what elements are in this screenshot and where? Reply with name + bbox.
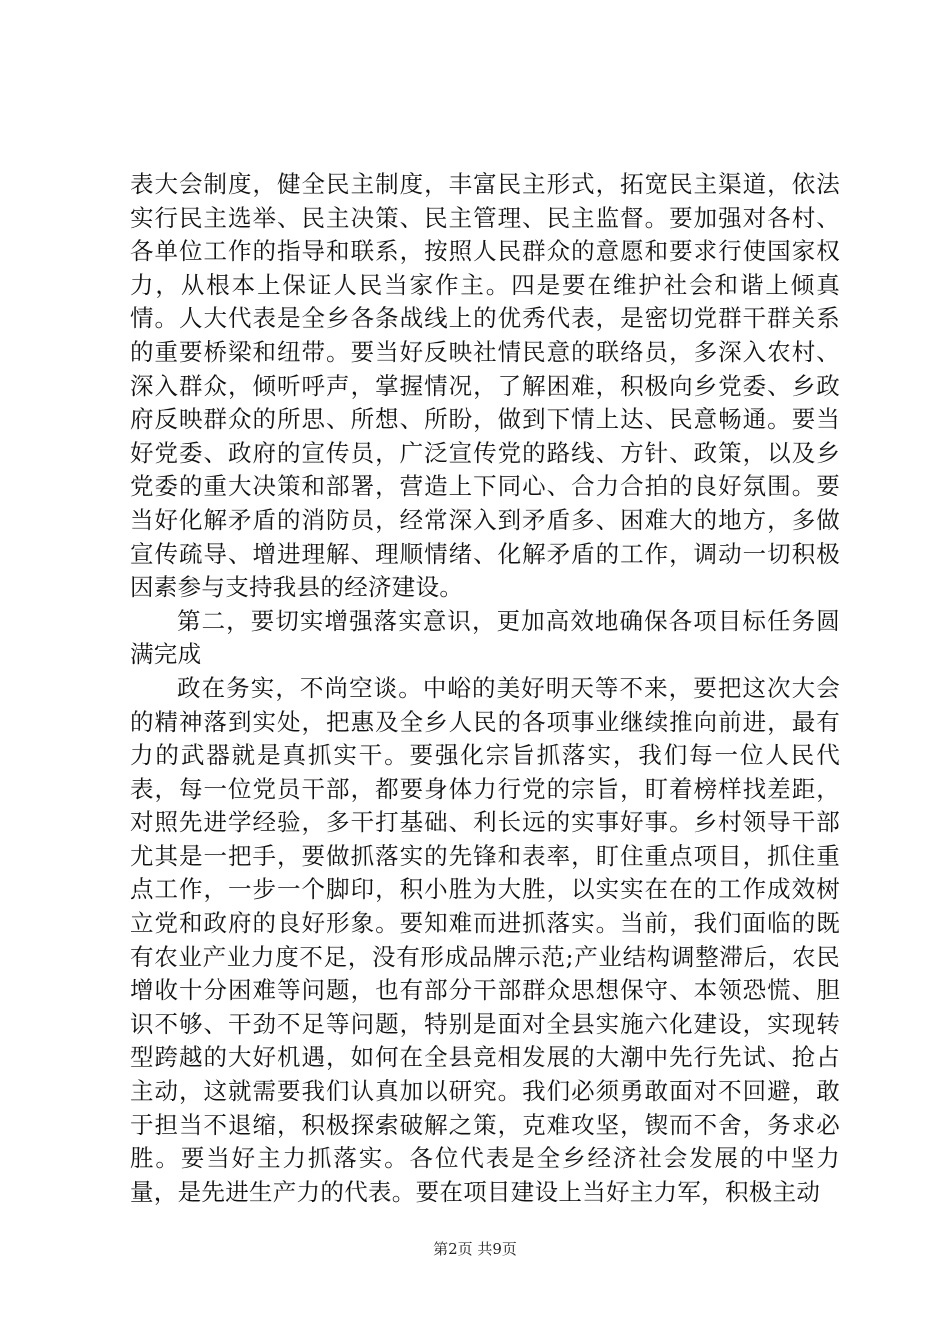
document-body bbox=[130, 168, 840, 1209]
section-heading: 第二，要切实增强落实意识，更加高效地确保各项目标任务圆满完成 bbox=[130, 606, 840, 669]
paragraph: 政在务实，不尚空谈。中峪的美好明天等不来，要把这次大会的精神落到实处，把惠及全乡人民的各项事业继续推向前进，最有力的武器就是真抓实干。要强化宗旨抓落实，我们每一位人民代表，每一位党员干部，都要身体力行党的宗旨，盯着榜样找差距，对照先进学经验，多干打基础、利长远的实事好事。乡村领导干部尤其是一把手，要做抓落实的先锋和表率，盯住重点项目，抓住重点工作，一步一个脚印，积小胜为大胜，以实实在在的工作成效树立党和政府的良好形象。要知难而进抓落实。当前，我们面临的既有农业产业力度不足，没有形成品牌示范;产业结构调整滞后，农民增收十分困难等问题，也有部分干部群众思想保守、本领恐慌、胆识不够、干劲不足等问题，特别是面对全县实施六化建设，实现转型跨越的大好机遇，如何在全县竞相发展的大潮中先行先试、抢占主动，这就需要我们认真加以研究。我们必须勇敢面对不回避，敢于担当不退缩，积极探索破解之策，克难攻坚，锲而不舍，务求必胜。要当好主力抓落实。各位代表是全乡经济社会发展的中坚力量，是先进生产力的代表。要在项目建设上当好主力军，积极主动 bbox=[130, 673, 840, 1206]
page-footer: 第2页 共9页 bbox=[433, 1240, 517, 1258]
paragraph-continued: 表大会制度，健全民主制度，丰富民主形式，拓宽民主渠道，依法实行民主选举、民主决策、民主管理、民主监督。要加强对各村、各单位工作的指导和联系，按照人民群众的意愿和要求行使国家权力，从根本上保证人民当家作主。四是要在维护社会和谐上倾真情。人大代表是全乡各条战线上的优秀代表，是密切党群干群关系的重要桥梁和纽带。要当好反映社情民意的联络员，多深入农村、深入群众，倾听呼声，掌握情况，了解困难，积极向乡党委、乡政府反映群众的所思、所想、所盼，做到下情上达、民意畅通。要当好党委、政府的宣传员，广泛宣传党的路线、方针、政策，以及乡党委的重大决策和部署，营造上下同心、合力合拍的良好氛围。要当好化解矛盾的消防员，经常深入到矛盾多、困难大的地方，多做宣传疏导、增进理解、理顺情绪、化解矛盾的工作，调动一切积极因素参与支持我县的经济建设。 bbox=[130, 170, 840, 602]
